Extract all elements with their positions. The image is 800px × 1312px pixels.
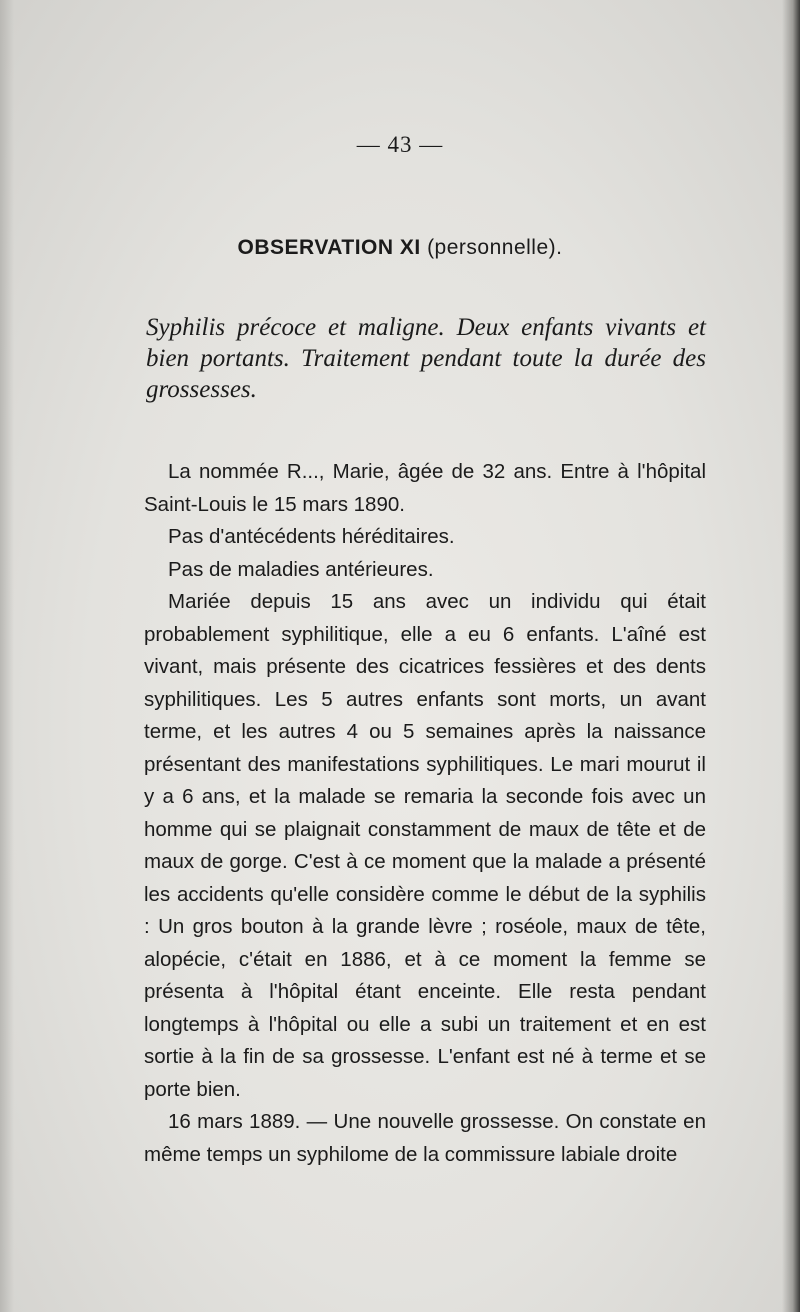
page-number: — 43 — (356, 132, 444, 157)
paragraph-prior-illness: Pas de maladies antérieures. (168, 557, 434, 581)
page-edge-left (0, 0, 14, 1312)
observation-title-rest: (personnelle). (420, 236, 563, 259)
paragraph-patient-entry: La nommée R..., Marie, âgée de 32 ans. Entre à l'hôpital Saint-Louis le 15 mars 1890. (144, 460, 706, 516)
paragraph-march-1889: 16 mars 1889. — Une nouvelle grossesse. On constate en même temps un syphilome de la commissure labiale droite (144, 1110, 706, 1166)
observation-title (0, 236, 800, 260)
observation-body (144, 456, 706, 1171)
page-edge-right (782, 0, 800, 1312)
paragraph-history: Mariée depuis 15 ans avec un individu qui était probablement syphilitique, elle a eu 6 enfants. L'aîné est vivant, mais présente des cicatrices fessières et des dents syphilitiques. Les 5 autres enfants sont morts, un avant terme, et les autres 4 ou 5 semaines après la naissance présentant des manifestations syphilitiques. Le mari mourut il y a 6 ans, et la malade se remaria la seconde fois avec un homme qui se plaignait constamment de maux de tête et de maux de gorge. C'est à ce moment que la malade a présenté les accidents qu'elle considère comme le début de la syphilis : Un gros bouton à la grande lèvre ; roséole, maux de tête, alopécie, c'était en 1886, et à ce moment la femme se présenta à l'hôpital étant enceinte. Elle resta pendant longtemps à l'hôpital ou elle a subi un traitement et en est sortie à la fin de sa grossesse. L'enfant est né à terme et se porte bien. (144, 590, 706, 1101)
observation-title-caps: OBSERVATION XI (237, 236, 421, 259)
observation-subtitle: Syphilis précoce et maligne. Deux enfants vivants et bien portants. Traitement pendant toute la durée des grossesses. (146, 314, 706, 403)
paragraph-hereditary: Pas d'antécédents héréditaires. (168, 525, 455, 548)
